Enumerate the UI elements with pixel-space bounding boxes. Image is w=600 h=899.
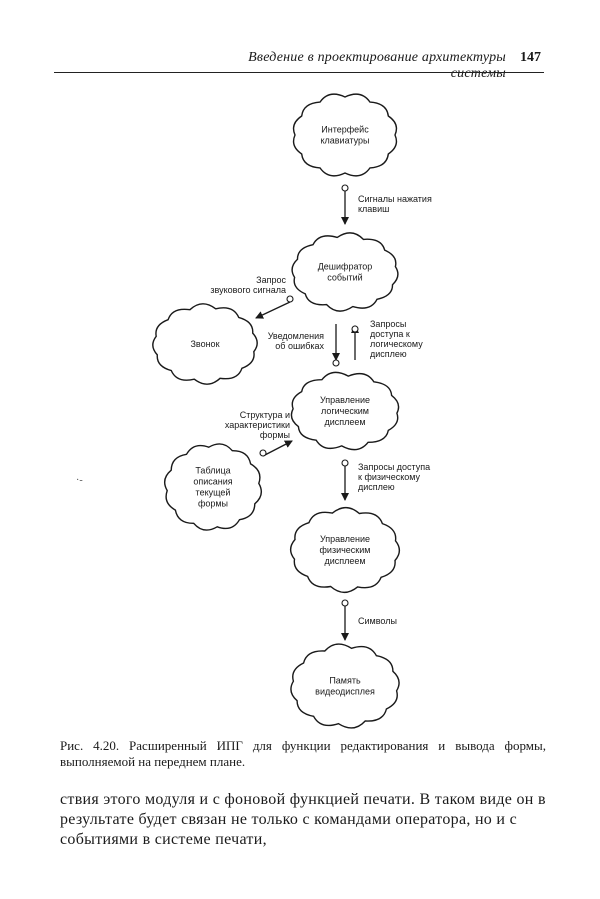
node-label-memory: Память видеодисплея	[315, 675, 375, 697]
running-header: Введение в проектирование архитектуры системы	[248, 50, 506, 81]
flow-arrow-form-structure	[263, 441, 292, 456]
flow-physical-access	[342, 460, 348, 500]
flow-origin-form-structure	[260, 450, 266, 456]
node-logical	[291, 372, 398, 449]
flow-arrow-sound-request	[256, 302, 290, 318]
flow-origin-symbols	[342, 600, 348, 606]
flow-origin-error-notices	[333, 360, 339, 366]
node-label-decoder: Дешифратор событий	[317, 261, 373, 283]
node-memory	[291, 644, 399, 728]
stray-mark: ·-	[76, 475, 83, 486]
node-decoder	[292, 233, 398, 311]
node-keyboard	[294, 94, 397, 176]
flow-origin-physical-access	[342, 460, 348, 466]
flow-error-notices	[333, 324, 339, 366]
flow-origin-keystrokes	[342, 185, 348, 191]
flow-symbols	[342, 600, 348, 640]
flow-keystrokes	[342, 185, 348, 224]
flow-label-keystrokes: Сигналы нажатия клавиш	[358, 194, 432, 214]
node-label-logical: Управление логическим дисплеем	[319, 395, 371, 427]
flow-form-structure	[260, 441, 292, 456]
header-rule	[54, 72, 544, 73]
node-physical	[291, 508, 400, 593]
flow-logical-access	[352, 326, 358, 360]
flow-label-error-notices: Уведомления об ошибках	[267, 331, 324, 351]
flow-label-form-structure: Структура и характеристики формы	[224, 410, 290, 440]
node-bell	[153, 304, 257, 384]
node-label-bell: Звонок	[190, 339, 220, 349]
flow-label-symbols: Символы	[358, 616, 397, 626]
flow-label-sound-request: Запрос звукового сигнала	[210, 275, 286, 295]
flow-label-physical-access: Запросы доступа к физическому дисплею	[358, 462, 431, 492]
flow-diagram	[0, 80, 600, 730]
flow-origin-sound-request	[287, 296, 293, 302]
flow-sound-request	[256, 296, 293, 318]
node-label-physical: Управление физическим дисплеем	[319, 534, 371, 566]
figure-caption: Рис. 4.20. Расширенный ИПГ для функции редактирования и вывода формы, выполняемой на переднем плане.	[60, 738, 546, 769]
body-paragraph: ствия этого модуля и с фоновой функцией печати. В таком виде он в результате будет связан не только с командами оператора, но и с событиями в системе печати,	[60, 791, 546, 848]
page-number: 147	[520, 50, 541, 65]
flow-label-logical-access: Запросы доступа к логическому дисплею	[370, 319, 423, 359]
node-label-table: Таблица описания текущей формы	[193, 465, 233, 509]
node-table	[165, 444, 262, 530]
flow-origin-logical-access	[352, 326, 358, 332]
node-label-keyboard: Интерфейс клавиатуры	[320, 124, 370, 146]
